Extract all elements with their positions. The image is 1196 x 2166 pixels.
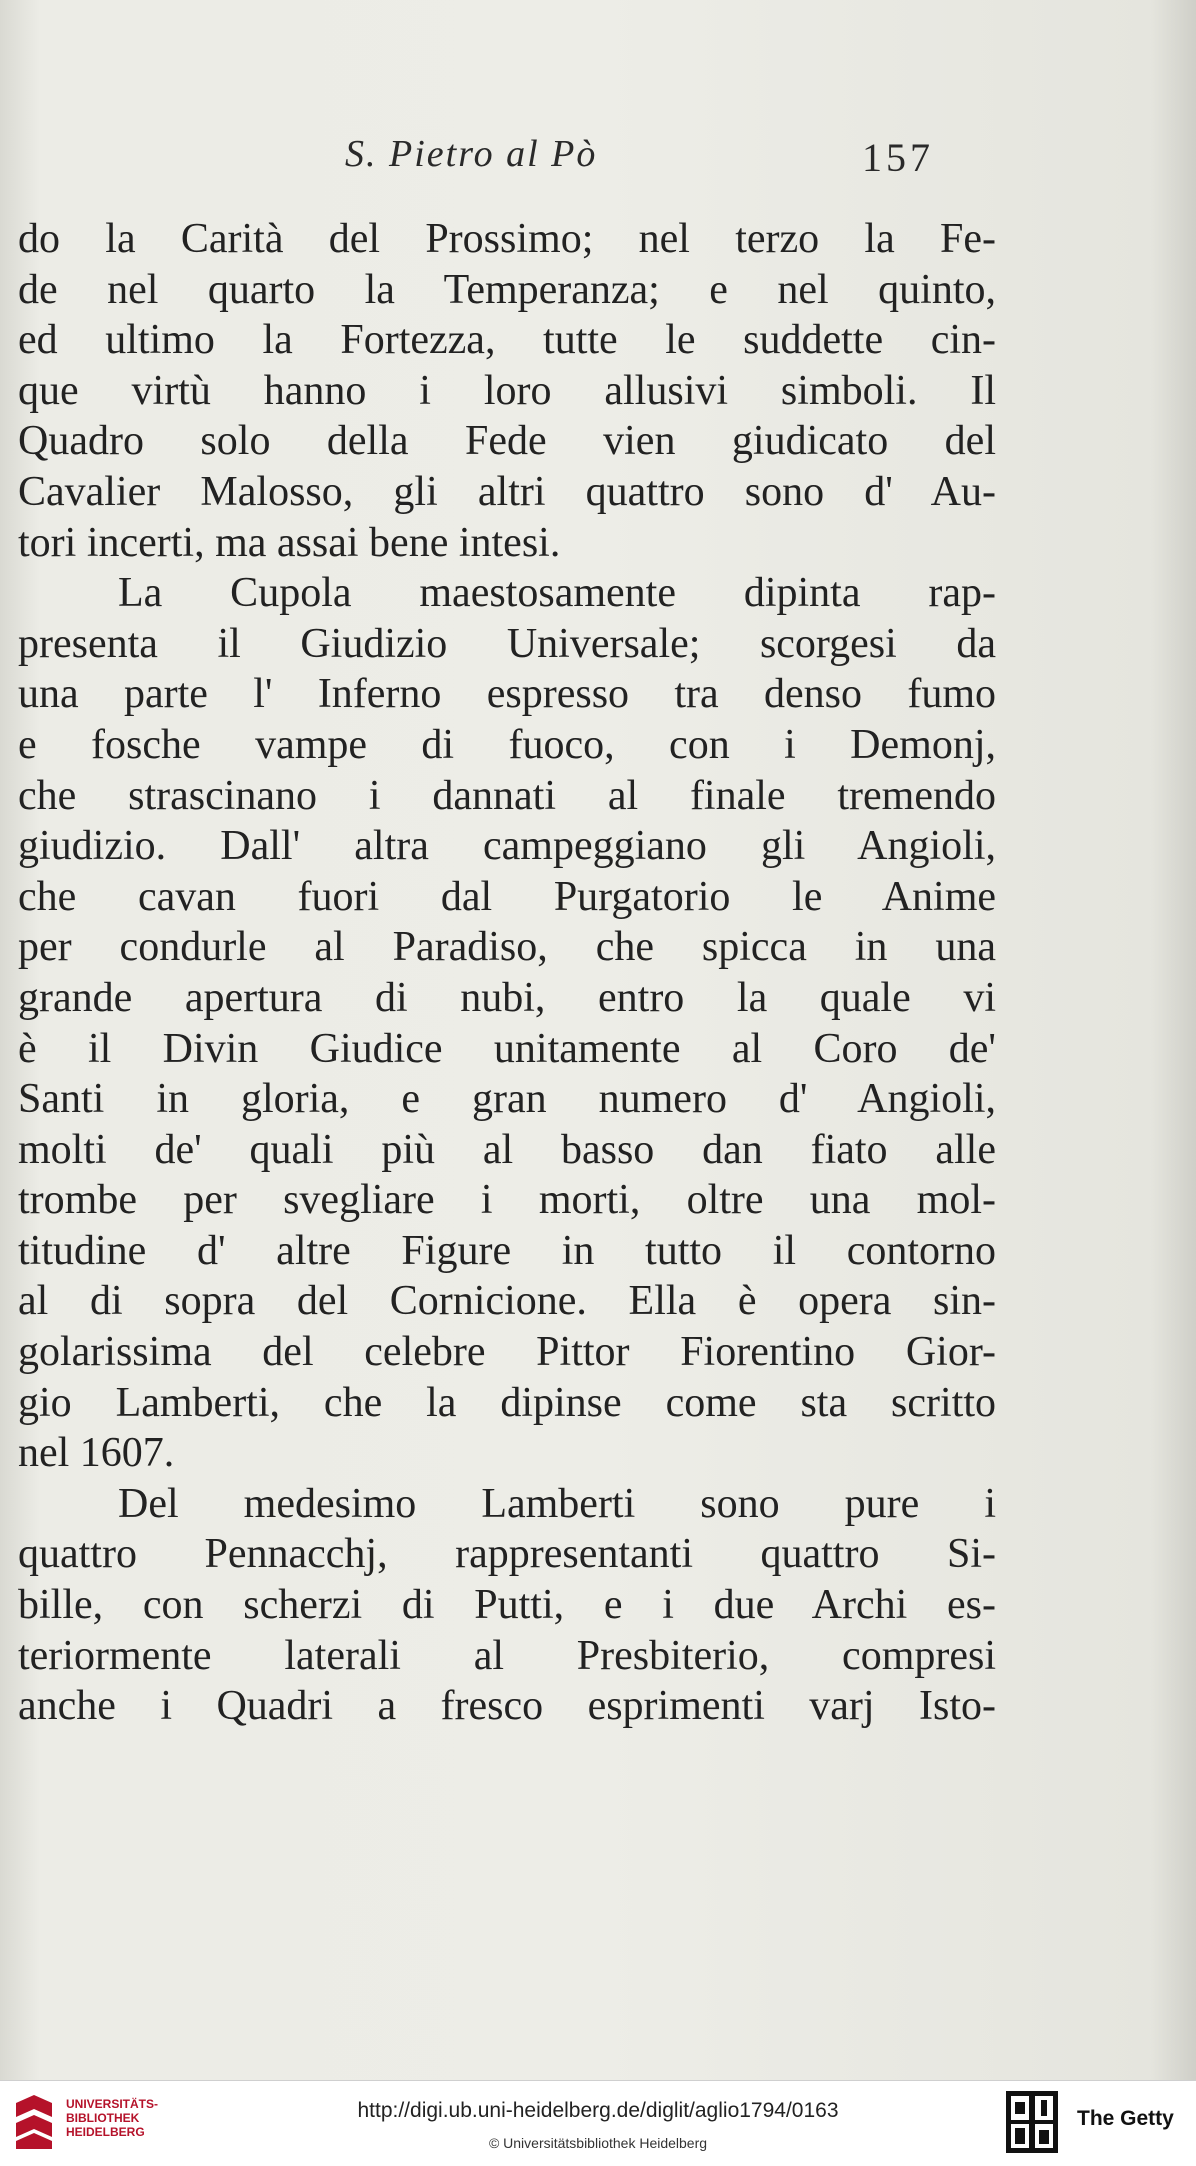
text-line: tori incerti, ma assai bene intesi. xyxy=(18,519,561,566)
text-line: al di sopra del Cornicione. Ella è opera sin- xyxy=(18,1278,996,1325)
text-line: giudizio. Dall' altra campeggiano gli Angioli, xyxy=(18,823,996,870)
text-line: Quadro solo della Fede vien giudicato del xyxy=(18,418,996,465)
text-line: golarissima del celebre Pittor Fiorentino Gior- xyxy=(18,1329,996,1376)
text-line: Del medesimo Lamberti sono pure i xyxy=(118,1480,996,1527)
text-line: una parte l' Inferno espresso tra denso fumo xyxy=(18,671,996,718)
text-line: que virtù hanno i loro allusivi simboli. Il xyxy=(18,367,996,414)
text-line: che strascinano i dannati al finale tremendo xyxy=(18,772,996,819)
copyright-notice: © Universitätsbibliothek Heidelberg xyxy=(488,2135,708,2151)
running-head xyxy=(0,132,1196,182)
text-line: quattro Pennacchj, rappresentanti quattro Si- xyxy=(18,1531,996,1578)
document-url-link[interactable]: http://digi.ub.uni-heidelberg.de/diglit/aglio1794/0163 xyxy=(357,2099,839,2122)
library-name-line: BIBLIOTHEK xyxy=(66,2111,140,2125)
footer-bar xyxy=(0,2080,1196,2166)
text-line: grande apertura di nubi, entro la quale vi xyxy=(18,974,996,1021)
library-name-line: HEIDELBERG xyxy=(66,2125,145,2139)
running-title: S. Pietro al Pò xyxy=(345,133,598,175)
text-line: bille, con scherzi di Putti, e i due Archi es- xyxy=(18,1582,996,1629)
page-number: 157 xyxy=(862,135,934,180)
text-line: teriormente laterali al Presbiterio, compresi xyxy=(18,1632,996,1679)
body-text xyxy=(18,214,996,1732)
text-line: trombe per svegliare i morti, oltre una mol- xyxy=(18,1177,996,1224)
text-line: La Cupola maestosamente dipinta rap- xyxy=(118,570,996,617)
text-line: gio Lamberti, che la dipinse come sta scritto xyxy=(18,1379,996,1426)
text-line: anche i Quadri a fresco esprimenti varj Isto- xyxy=(18,1683,996,1730)
text-line: do la Carità del Prossimo; nel terzo la Fe- xyxy=(18,216,996,262)
text-line: molti de' quali più al basso dan fiato alle xyxy=(18,1126,996,1173)
partner-name[interactable]: The Getty xyxy=(1077,2107,1174,2130)
text-line: Cavalier Malosso, gli altri quattro sono d' Au- xyxy=(18,468,996,515)
library-name-line: UNIVERSITÄTS- xyxy=(66,2097,159,2111)
text-line: nel 1607. xyxy=(18,1430,175,1477)
text-line: de nel quarto la Temperanza; e nel quinto, xyxy=(18,266,996,313)
text-line: presenta il Giudizio Universale; scorgesi da xyxy=(18,620,996,667)
text-line: ed ultimo la Fortezza, tutte le suddette cin- xyxy=(18,317,996,364)
text-line: e fosche vampe di fuoco, con i Demonj, xyxy=(18,721,996,768)
text-line: che cavan fuori dal Purgatorio le Anime xyxy=(18,873,996,920)
text-line: titudine d' altre Figure in tutto il contorno xyxy=(18,1227,996,1274)
text-line: Santi in gloria, e gran numero d' Angioli, xyxy=(18,1076,996,1123)
text-line: per condurle al Paradiso, che spicca in una xyxy=(18,924,996,971)
getty-logo-icon[interactable] xyxy=(1006,2091,1058,2153)
text-line: è il Divin Giudice unitamente al Coro de' xyxy=(18,1025,996,1072)
